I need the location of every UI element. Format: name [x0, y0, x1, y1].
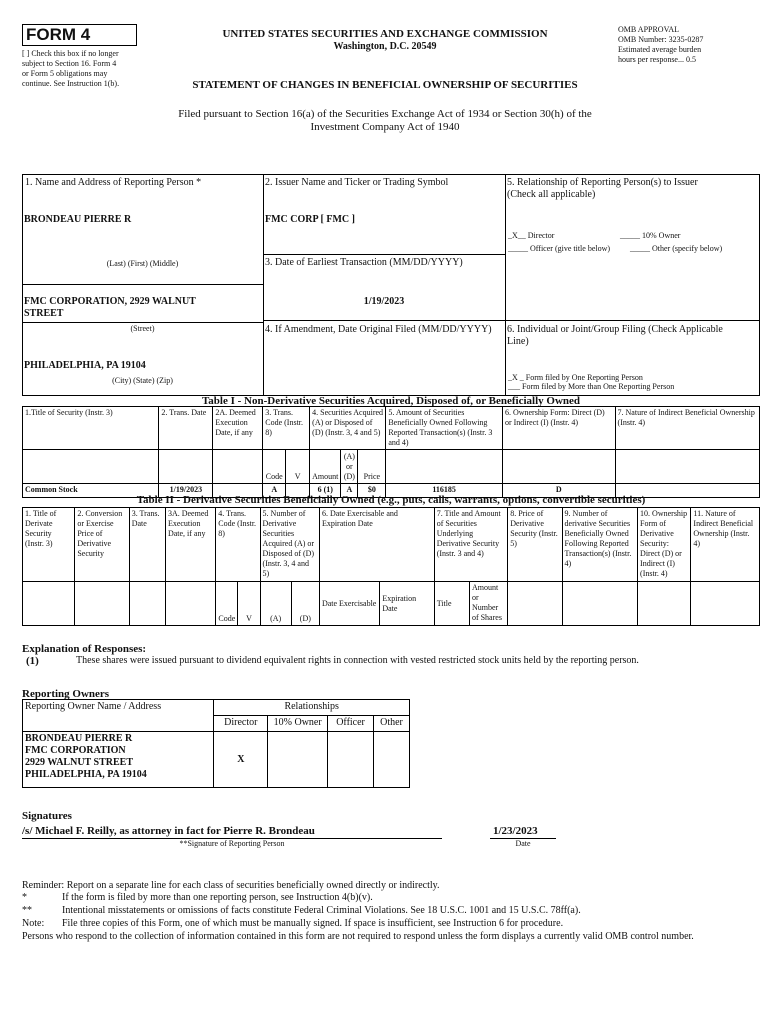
t2-h-deemed: 3A. Deemed Execution Date, if any: [165, 508, 215, 582]
t2-h-code: 4. Trans. Code (Instr. 8): [216, 508, 260, 582]
footnote-double-star-mark: **: [22, 905, 32, 916]
owners-col-name: Reporting Owner Name / Address: [23, 700, 214, 732]
reporting-person-name: BRONDEAU PIERRE R: [24, 214, 132, 225]
signature-caption: **Signature of Reporting Person: [179, 839, 285, 848]
owners-col-relationships: Relationships: [214, 700, 410, 716]
t1-h-acquired: 4. Securities Acquired (A) or Disposed of (D) (Instr. 3, 4 and 5): [310, 407, 386, 450]
t1-sub-code: Code: [263, 450, 286, 484]
footnote-double-star: Intentional misstatements or omissions of facts constitute Federal Criminal Violations. See 18 U.S.C. 1001 and 15 U.S.C. 78ff(a).: [62, 905, 581, 916]
issuer-name: FMC CORP [ FMC ]: [265, 214, 355, 225]
reporting-person-city: PHILADELPHIA, PA 19104: [24, 360, 146, 371]
t2-sub-a: (A): [260, 582, 291, 626]
city-note: (City) (State) (Zip): [112, 376, 173, 385]
reminder-text: Reminder: Report on a separate line for each class of securities beneficially owned directly or indirectly.: [22, 880, 440, 891]
t2-sub-v: V: [238, 582, 260, 626]
footnote-star: If the form is filed by more than one reporting person, see Instruction 4(b)(v).: [62, 892, 373, 903]
box6-label: 6. Individual or Joint/Group Filing (Check Applicable Line): [507, 324, 723, 347]
t1-sub-price: Price: [358, 450, 386, 484]
t2-sub-amount: Amount or Number of Shares: [469, 582, 507, 626]
t1-h-code: 3. Trans. Code (Instr. 8): [263, 407, 310, 450]
earliest-transaction-date: 1/19/2023: [363, 296, 405, 307]
t2-h-conversion: 2. Conversion or Exercise Price of Derivative Security: [75, 508, 129, 582]
owners-col-officer: Officer: [328, 716, 374, 732]
footnote-star-mark: *: [22, 892, 27, 903]
box1-label: 1. Name and Address of Reporting Person *: [25, 177, 202, 188]
t1-row-form: D: [502, 484, 615, 498]
t2-h-date: 3. Trans. Date: [129, 508, 165, 582]
owners-table: [22, 699, 410, 788]
t2-h-number: 5. Number of Derivative Securities Acquired (A) or Disposed of (D) (Instr. 3, 4 and 5): [260, 508, 319, 582]
box3-label: 3. Date of Earliest Transaction (MM/DD/YYYY): [265, 257, 463, 268]
t2-h-title: 1. Title of Derivate Security (Instr. 3): [23, 508, 75, 582]
t1-row-title: Common Stock: [23, 484, 159, 498]
explanation-text: These shares were issued pursuant to dividend equivalent rights in connection with vested restricted stock units held by the reporting person.: [76, 655, 639, 666]
owners-col-director: Director: [214, 716, 268, 732]
t1-row-date: 1/19/2023: [159, 484, 213, 498]
t1-h-deemed: 2A. Deemed Execution Date, if any: [213, 407, 263, 450]
t1-sub-amount: Amount: [310, 450, 341, 484]
filed-pursuant: Filed pursuant to Section 16(a) of the Securities Exchange Act of 1934 or Section 30(h) of the Investment Company Act of 1940: [178, 108, 592, 133]
persons-text: Persons who respond to the collection of information contained in this form are not required to respond unless the form displays a currently valid OMB control number.: [22, 931, 694, 942]
explanation-heading: Explanation of Responses:: [22, 643, 147, 655]
t1-row-code: A: [263, 484, 286, 498]
table2: [22, 507, 760, 626]
name-format-note: (Last) (First) (Middle): [106, 259, 179, 268]
relationship-ten-percent: _____ 10% Owner: [620, 231, 681, 240]
t2-sub-expiration: Expiration Date: [380, 582, 434, 626]
t1-row-amount: 6 (1): [310, 484, 341, 498]
t2-h-price: 8. Price of Derivative Security (Instr. 5): [508, 508, 562, 582]
statement-title: STATEMENT OF CHANGES IN BENEFICIAL OWNERSHIP OF SECURITIES: [192, 79, 578, 91]
box2-label: 2. Issuer Name and Ticker or Trading Symbol: [265, 177, 449, 188]
signatures-heading: Signatures: [22, 810, 72, 822]
signature-text: /s/ Michael F. Reilly, as attorney in fact for Pierre R. Brondeau: [22, 825, 315, 837]
owner-director-mark: X: [214, 732, 268, 788]
t1-row-owned: 116185: [386, 484, 503, 498]
t2-h-nature: 11. Nature of Indirect Beneficial Ownership (Instr. 4): [691, 508, 760, 582]
t1-h-nature: 7. Nature of Indirect Beneficial Ownership (Instr. 4): [615, 407, 759, 450]
t2-sub-d: (D): [291, 582, 319, 626]
explanation-number: (1): [26, 655, 39, 667]
t2-h-exercisable: 6. Date Exercisable and Expiration Date: [319, 508, 434, 582]
table1-title: Table I - Non-Derivative Securities Acquired, Disposed of, or Beneficially Owned: [201, 395, 581, 407]
date-caption: Date: [515, 839, 531, 848]
t2-h-owned: 9. Number of derivative Securities Beneficially Owned Following Reported Transaction(s) (Instr. 4): [562, 508, 638, 582]
note-mark: Note:: [22, 918, 45, 929]
relationship-other: _____ Other (specify below): [630, 244, 723, 253]
t1-row-price: $0: [358, 484, 386, 498]
t1-sub-aord: (A) or (D): [341, 450, 358, 484]
box4-label: 4. If Amendment, Date Original Filed (MM/DD/YYYY): [265, 324, 492, 335]
t1-row-aord: A: [341, 484, 358, 498]
owner-name-address: BRONDEAU PIERRE R FMC CORPORATION 2929 WALNUT STREET PHILADELPHIA, PA 19104: [23, 732, 214, 788]
form-title: FORM 4: [26, 25, 91, 44]
t1-sub-v: V: [286, 450, 310, 484]
t2-h-underlying: 7. Title and Amount of Securities Underlying Derivative Security (Instr. 3 and 4): [434, 508, 507, 582]
table-row: [23, 732, 410, 788]
box5-label: 5. Relationship of Reporting Person(s) to Issuer (Check all applicable): [507, 177, 698, 200]
t2-h-form: 10. Ownership Form of Derivative Security: Direct (D) or Indirect (I) (Instr. 4): [638, 508, 691, 582]
reporting-person-street: FMC CORPORATION, 2929 WALNUT STREET: [24, 296, 196, 319]
relationship-officer: _____ Officer (give title below): [508, 244, 611, 253]
omb-block: OMB APPROVAL OMB Number: 3235-0287 Estimated average burden hours per response... 0.5: [618, 25, 704, 64]
street-note: (Street): [130, 324, 155, 333]
owners-col-ten: 10% Owner: [268, 716, 328, 732]
t1-h-form: 6. Ownership Form: Direct (D) or Indirect (I) (Instr. 4): [502, 407, 615, 450]
table2-title: Table II - Derivative Securities Beneficially Owned (e.g., puts, calls, warrants, options, convertible securities): [136, 494, 646, 506]
t1-h-title: 1.Title of Security (Instr. 3): [23, 407, 159, 450]
filing-option-one: _X _ Form filed by One Reporting Person: [508, 373, 643, 382]
commission-location: Washington, D.C. 20549: [333, 41, 437, 52]
owners-heading: Reporting Owners: [22, 688, 110, 700]
note-text: File three copies of this Form, one of which must be manually signed. If space is insufficient, see Instruction 6 for procedure.: [62, 918, 564, 929]
filing-option-more: ___ Form filed by More than One Reporting Person: [508, 382, 675, 391]
signature-date: 1/23/2023: [493, 825, 538, 837]
t1-h-date: 2. Trans. Date: [159, 407, 213, 450]
t2-sub-code: Code: [216, 582, 238, 626]
t1-h-owned: 5. Amount of Securities Beneficially Owned Following Reported Transaction(s) (Instr. 3 and 4): [386, 407, 503, 450]
commission-title: UNITED STATES SECURITIES AND EXCHANGE COMMISSION: [222, 28, 548, 40]
relationship-director: _X__ Director: [508, 231, 555, 240]
owners-col-other: Other: [374, 716, 410, 732]
t2-sub-date-exercisable: Date Exercisable: [319, 582, 379, 626]
checkbox-note: [ ] Check this box if no longer subject to Section 16. Form 4 or Form 5 obligations may continue. See Instruction 1(b).: [22, 49, 120, 88]
table1: [22, 406, 760, 498]
t2-sub-title: Title: [434, 582, 469, 626]
